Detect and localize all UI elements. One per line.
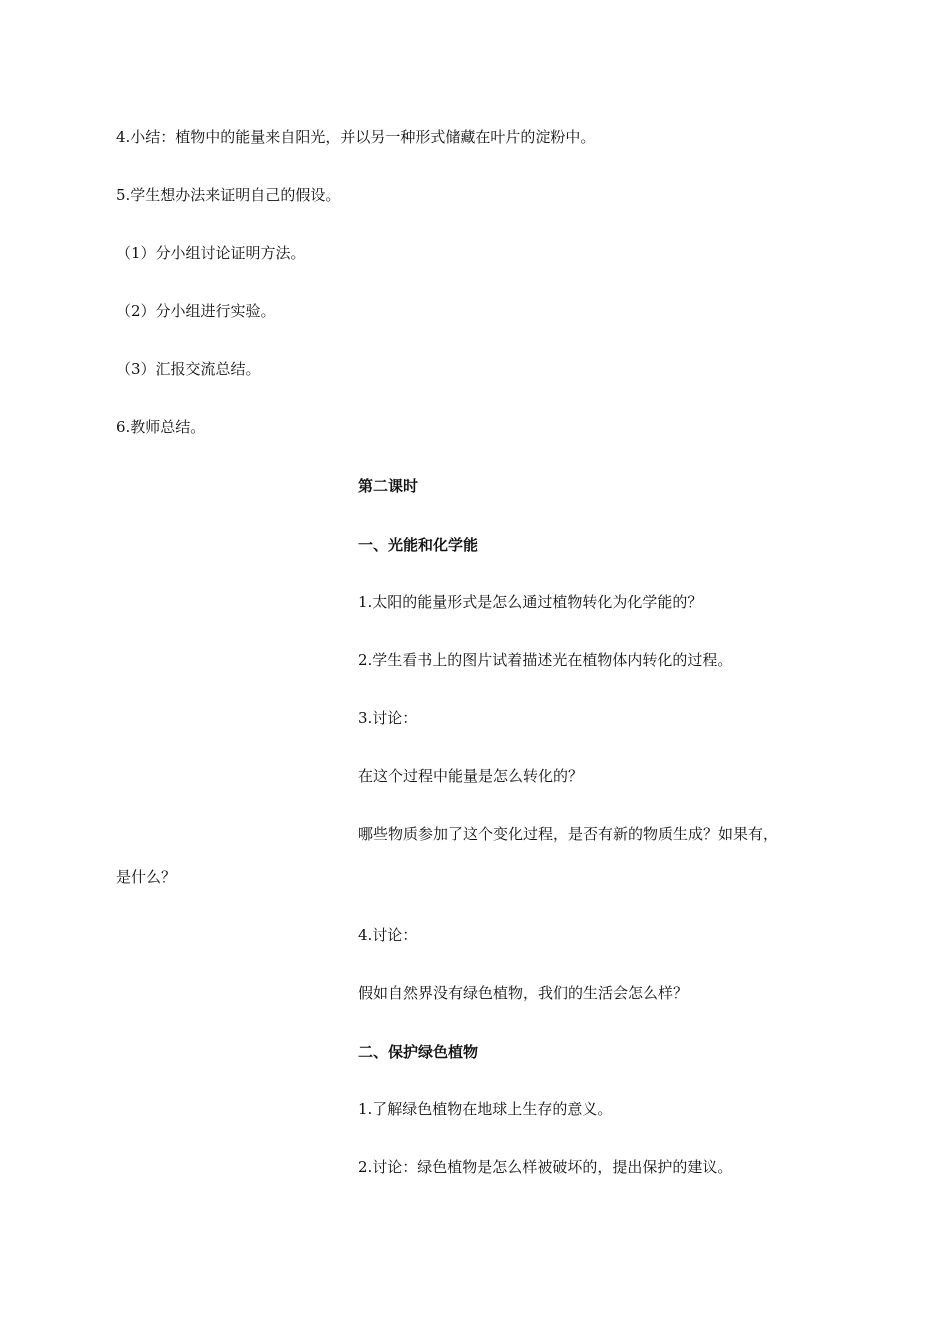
prove-hypothesis-paragraph: 5.学生想办法来证明自己的假设。 (116, 186, 341, 204)
section-heading-light-energy: 一、光能和化学能 (358, 536, 479, 554)
section-heading-protect-plants: 二、保护绿色植物 (358, 1043, 479, 1061)
discussion-4-label: 4.讨论： (358, 926, 418, 944)
discussion-3-question-b-continued: 是什么？ (116, 868, 177, 886)
teacher-summary-paragraph: 6.教师总结。 (116, 418, 206, 436)
lesson-title: 第二课时 (358, 477, 419, 495)
sub-item-1: （1）分小组讨论证明方法。 (116, 244, 306, 262)
sub-item-3: （3）汇报交流总结。 (116, 360, 261, 378)
question-1: 1.太阳的能量形式是怎么通过植物转化为化学能的？ (358, 593, 703, 611)
discussion-4-question: 假如自然界没有绿色植物，我们的生活会怎么样？ (358, 984, 689, 1002)
sub-item-2: （2）分小组进行实验。 (116, 302, 276, 320)
discussion-3-label: 3.讨论： (358, 709, 418, 727)
summary-paragraph: 4.小结：植物中的能量来自阳光，并以另一种形式储藏在叶片的淀粉中。 (116, 128, 596, 146)
discussion-3-question-a: 在这个过程中能量是怎么转化的？ (358, 767, 584, 785)
question-2: 2.学生看书上的图片试着描述光在植物体内转化的过程。 (358, 651, 733, 669)
protect-item-1: 1.了解绿色植物在地球上生存的意义。 (358, 1100, 613, 1118)
discussion-3-question-b: 哪些物质参加了这个变化过程，是否有新的物质生成？如果有， (358, 825, 779, 843)
protect-item-2: 2.讨论：绿色植物是怎么样被破坏的，提出保护的建议。 (358, 1158, 733, 1176)
